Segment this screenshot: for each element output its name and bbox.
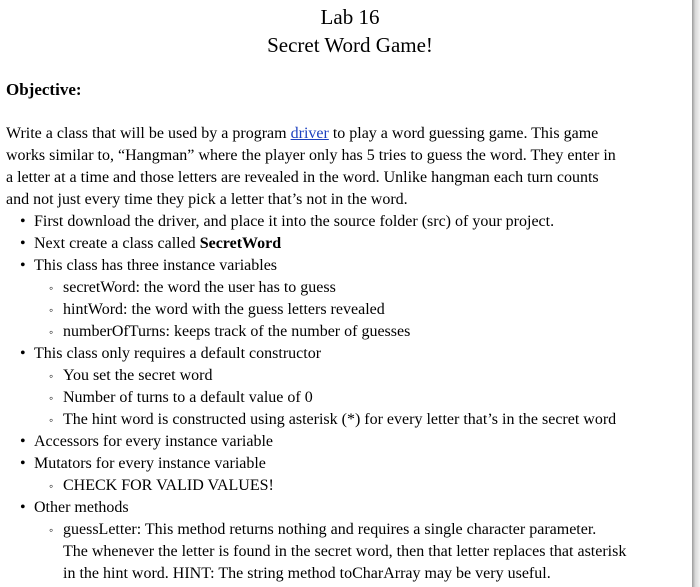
sub-list-item-text: The hint word is constructed using asterisk (*) for every letter that’s in the secret word: [63, 411, 617, 428]
sub-list-item-continuation: [0, 563, 692, 585]
sub-list-item: [0, 277, 692, 299]
list-item-text: [34, 233, 281, 255]
intro-text: to play a word guessing game. This game: [328, 125, 599, 142]
list-item: [0, 343, 692, 365]
list-item: [0, 255, 692, 277]
intro-text: Write a class that will be used by a program: [6, 125, 291, 142]
page-title: Lab 16: [320, 5, 380, 29]
bullet-icon: •: [20, 499, 26, 516]
list-item: [0, 431, 692, 453]
list-item-text: This class has three instance variables: [34, 257, 278, 274]
class-name: SecretWord: [199, 235, 282, 252]
list-item-text: Other methods: [34, 499, 129, 516]
sub-list-item-text: numberOfTurns: keeps track of the number of guesses: [63, 323, 411, 340]
list-item-text: This class only requires a default constructor: [34, 345, 322, 362]
sub-list-item: [0, 299, 692, 321]
sub-bullet-icon: ◦: [49, 281, 54, 295]
bullet-icon: •: [20, 235, 26, 252]
sub-list-item-continuation: [0, 541, 692, 563]
sub-bullet-icon: ◦: [49, 325, 54, 339]
sub-list-item-text: You set the secret word: [63, 367, 213, 384]
bullet-icon: •: [20, 433, 26, 450]
sub-list-item-text: hintWord: the word with the guess letters revealed: [63, 301, 385, 318]
sub-list-item-text: secretWord: the word the user has to guess: [63, 279, 336, 296]
list-item: [0, 453, 692, 475]
sub-list-item: [0, 365, 692, 387]
sub-bullet-icon: ◦: [49, 413, 54, 427]
sub-list-item: [0, 321, 692, 343]
bullet-icon: •: [20, 455, 26, 472]
sub-list-item-text: guessLetter: This method returns nothing and requires a single character parameter.: [63, 521, 597, 538]
sub-list-item-text: The whenever the letter is found in the secret word, then that letter replaces that asterisk: [63, 543, 627, 560]
instructions-list: [0, 211, 692, 585]
objective-heading: Objective:: [6, 80, 82, 99]
list-item-text: Accessors for every instance variable: [34, 433, 273, 450]
list-item: [0, 233, 692, 255]
sub-list-item-text: in the hint word. HINT: The string method toCharArray may be very useful.: [63, 565, 551, 582]
sub-list-item: [0, 475, 692, 497]
page-subtitle: Secret Word Game!: [267, 33, 433, 57]
sub-list-item: [0, 409, 692, 431]
list-item-text: First download the driver, and place it into the source folder (src) of your project.: [34, 213, 555, 230]
sub-list-item-text: Number of turns to a default value of 0: [63, 389, 313, 406]
sub-bullet-icon: ◦: [49, 303, 54, 317]
intro-paragraph: [6, 123, 692, 211]
sub-list-item-text: CHECK FOR VALID VALUES!: [63, 477, 274, 494]
bullet-icon: •: [20, 257, 26, 274]
list-item-text-part: Next create a class called: [34, 235, 200, 252]
intro-line: a letter at a time and those letters are revealed in the word. Unlike hangman each turn counts: [6, 169, 599, 186]
list-item-text: Mutators for every instance variable: [34, 455, 266, 472]
intro-line: [6, 123, 692, 145]
bullet-icon: •: [20, 345, 26, 362]
bullet-icon: •: [20, 213, 26, 230]
sub-bullet-icon: ◦: [49, 479, 54, 493]
sub-bullet-icon: ◦: [49, 391, 54, 405]
list-item: [0, 497, 692, 519]
sub-list-item: [0, 387, 692, 409]
driver-link[interactable]: driver: [290, 125, 329, 142]
sub-bullet-icon: ◦: [49, 523, 54, 537]
page-edge-shadow: [692, 0, 700, 587]
intro-line: works similar to, “Hangman” where the player only has 5 tries to guess the word. They enter in: [6, 147, 616, 164]
sub-bullet-icon: ◦: [49, 369, 54, 383]
list-item: [0, 211, 692, 233]
sub-list-item: [0, 519, 692, 541]
intro-line: and not just every time they pick a letter that’s not in the word.: [6, 191, 408, 208]
